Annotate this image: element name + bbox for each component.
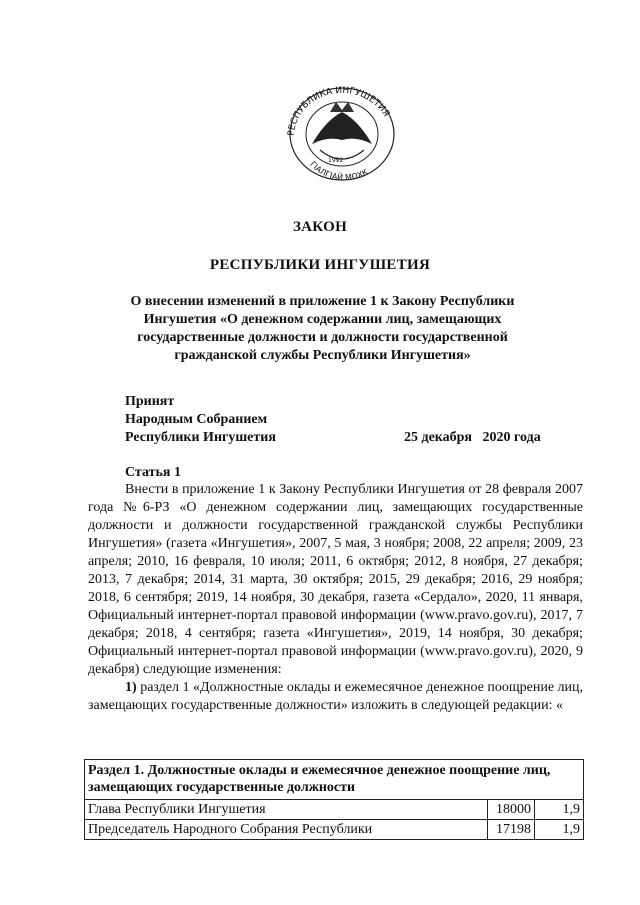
- amendment-item: [88, 679, 583, 715]
- law-subject-line: гражданской службы Республики Ингушетия»: [174, 348, 471, 363]
- coef-cell: 1,9: [535, 820, 584, 840]
- table-row: [85, 800, 584, 820]
- table-header-row: [85, 760, 584, 800]
- law-subject-line: Ингушетия «О денежном содержании лиц, замещающих: [143, 312, 502, 327]
- law-subject: [100, 293, 545, 365]
- salary-cell: 17198: [488, 820, 535, 840]
- amendment-number: 1): [125, 680, 137, 695]
- salary-cell: 18000: [488, 800, 535, 820]
- coat-of-arms-emblem: [276, 82, 406, 182]
- adoption-line: Принят: [125, 394, 175, 409]
- doc-subtitle-republic: РЕСПУБЛИКИ ИНГУШЕТИЯ: [209, 257, 431, 273]
- adoption-block: [125, 393, 276, 447]
- law-subject-line: О внесении изменений в приложение 1 к Закону Республики: [130, 294, 515, 309]
- coef-cell: 1,9: [535, 800, 584, 820]
- adoption-date: 25 декабря 2020 года: [404, 430, 541, 445]
- doc-title: ЗАКОН: [292, 219, 348, 235]
- article-title: Статья 1: [125, 465, 181, 480]
- table-row: [85, 820, 584, 840]
- article-body: [88, 481, 583, 715]
- position-cell: Глава Республики Ингушетия: [85, 800, 488, 820]
- table-header: Раздел 1. Должностные оклады и ежемесячное денежное поощрение лиц, замещающих государственные должности: [85, 760, 584, 800]
- amendment-text: раздел 1 «Должностные оклады и ежемесячное денежное поощрение лиц, замещающих государственные должности» изложить в следующей редакции: «: [88, 680, 584, 713]
- article-intro: Внести в приложение 1 к Закону Республики Ингушетия от 28 февраля 2007 года №6-РЗ «О денежном содержании лиц, замещающих государственные должности и должности государственной гражданской службы Республики Ингушетия» (газета «Ингушетия», 2007, 5 мая, 3 ноября; 2008, 22 апреля; 2009, 23 апреля; 2010, 16 февраля, 10 июля; 2011, 6 октября; 2012, 8 ноября, 27 декабря; 2013, 7 декабря; 2014, 31 марта, 30 октября; 2015, 29 декабря; 2016, 29 ноября; 2018, 6 сентября; 2019, 14 ноября, 30 декабря, газета «Сердало», 2020, 11 января, Официальный интернет-портал правовой информации (www.pravo.gov.ru), 2017, 7 декабря; 2018, 4 сентября; газета «Ингушетия», 2019, 14 ноября, 30 декабря; Официальный интернет-портал правовой информации (www.pravo.gov.ru), 2020, 9 декабря) следующие изменения:: [88, 482, 583, 677]
- adoption-line: Республики Ингушетия: [125, 430, 276, 445]
- salary-table: [84, 759, 584, 840]
- law-subject-line: государственные должности и должности государственной: [137, 330, 508, 345]
- emblem-inner-text: ГІАЛГІАЙ МОХК: [308, 159, 370, 182]
- emblem-year: 1992: [328, 157, 344, 164]
- emblem-outer-text: РЕСПУБЛИКА ИНГУШЕТИЯ: [286, 85, 392, 137]
- adoption-line: Народным Собранием: [125, 412, 268, 427]
- position-cell: Председатель Народного Собрания Республики: [85, 820, 488, 840]
